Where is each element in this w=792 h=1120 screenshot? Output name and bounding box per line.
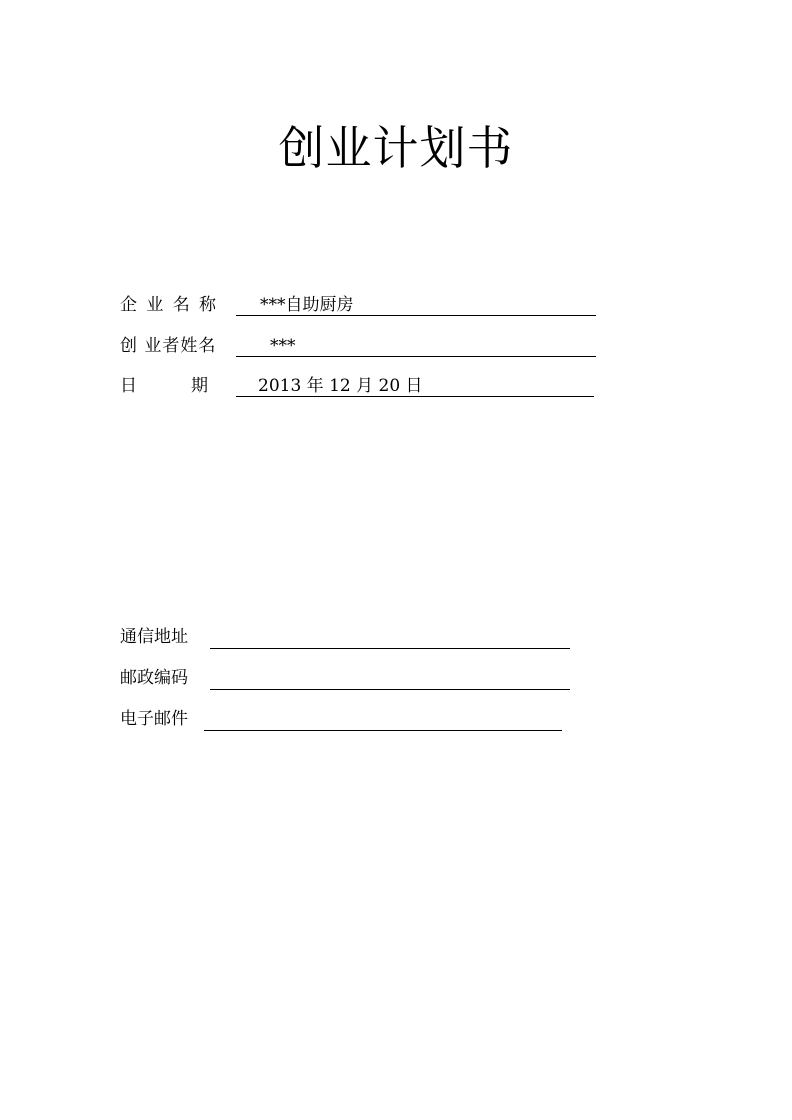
address-field — [210, 624, 570, 649]
date-row — [120, 373, 596, 399]
company-name-field: ***自助厨房 — [236, 292, 596, 316]
postcode-field — [210, 665, 570, 690]
date-label: 日 期 — [120, 376, 209, 396]
founder-name-label: 创 业者姓名 — [120, 336, 217, 356]
date-field: 2013 年 12 月 20 日 — [236, 373, 594, 397]
address-label: 通信地址 — [120, 627, 188, 647]
email-label: 电子邮件 — [120, 709, 188, 729]
founder-name-field: *** — [236, 333, 596, 357]
founder-name-row — [120, 333, 596, 359]
email-field — [204, 706, 562, 731]
company-name-label: 企业名称 — [120, 295, 226, 315]
address-row — [120, 624, 572, 650]
postcode-row — [120, 665, 572, 691]
company-name-row — [120, 292, 596, 318]
document-title: 创业计划书 — [278, 121, 514, 175]
postcode-label: 邮政编码 — [120, 668, 188, 688]
email-row — [120, 706, 564, 732]
